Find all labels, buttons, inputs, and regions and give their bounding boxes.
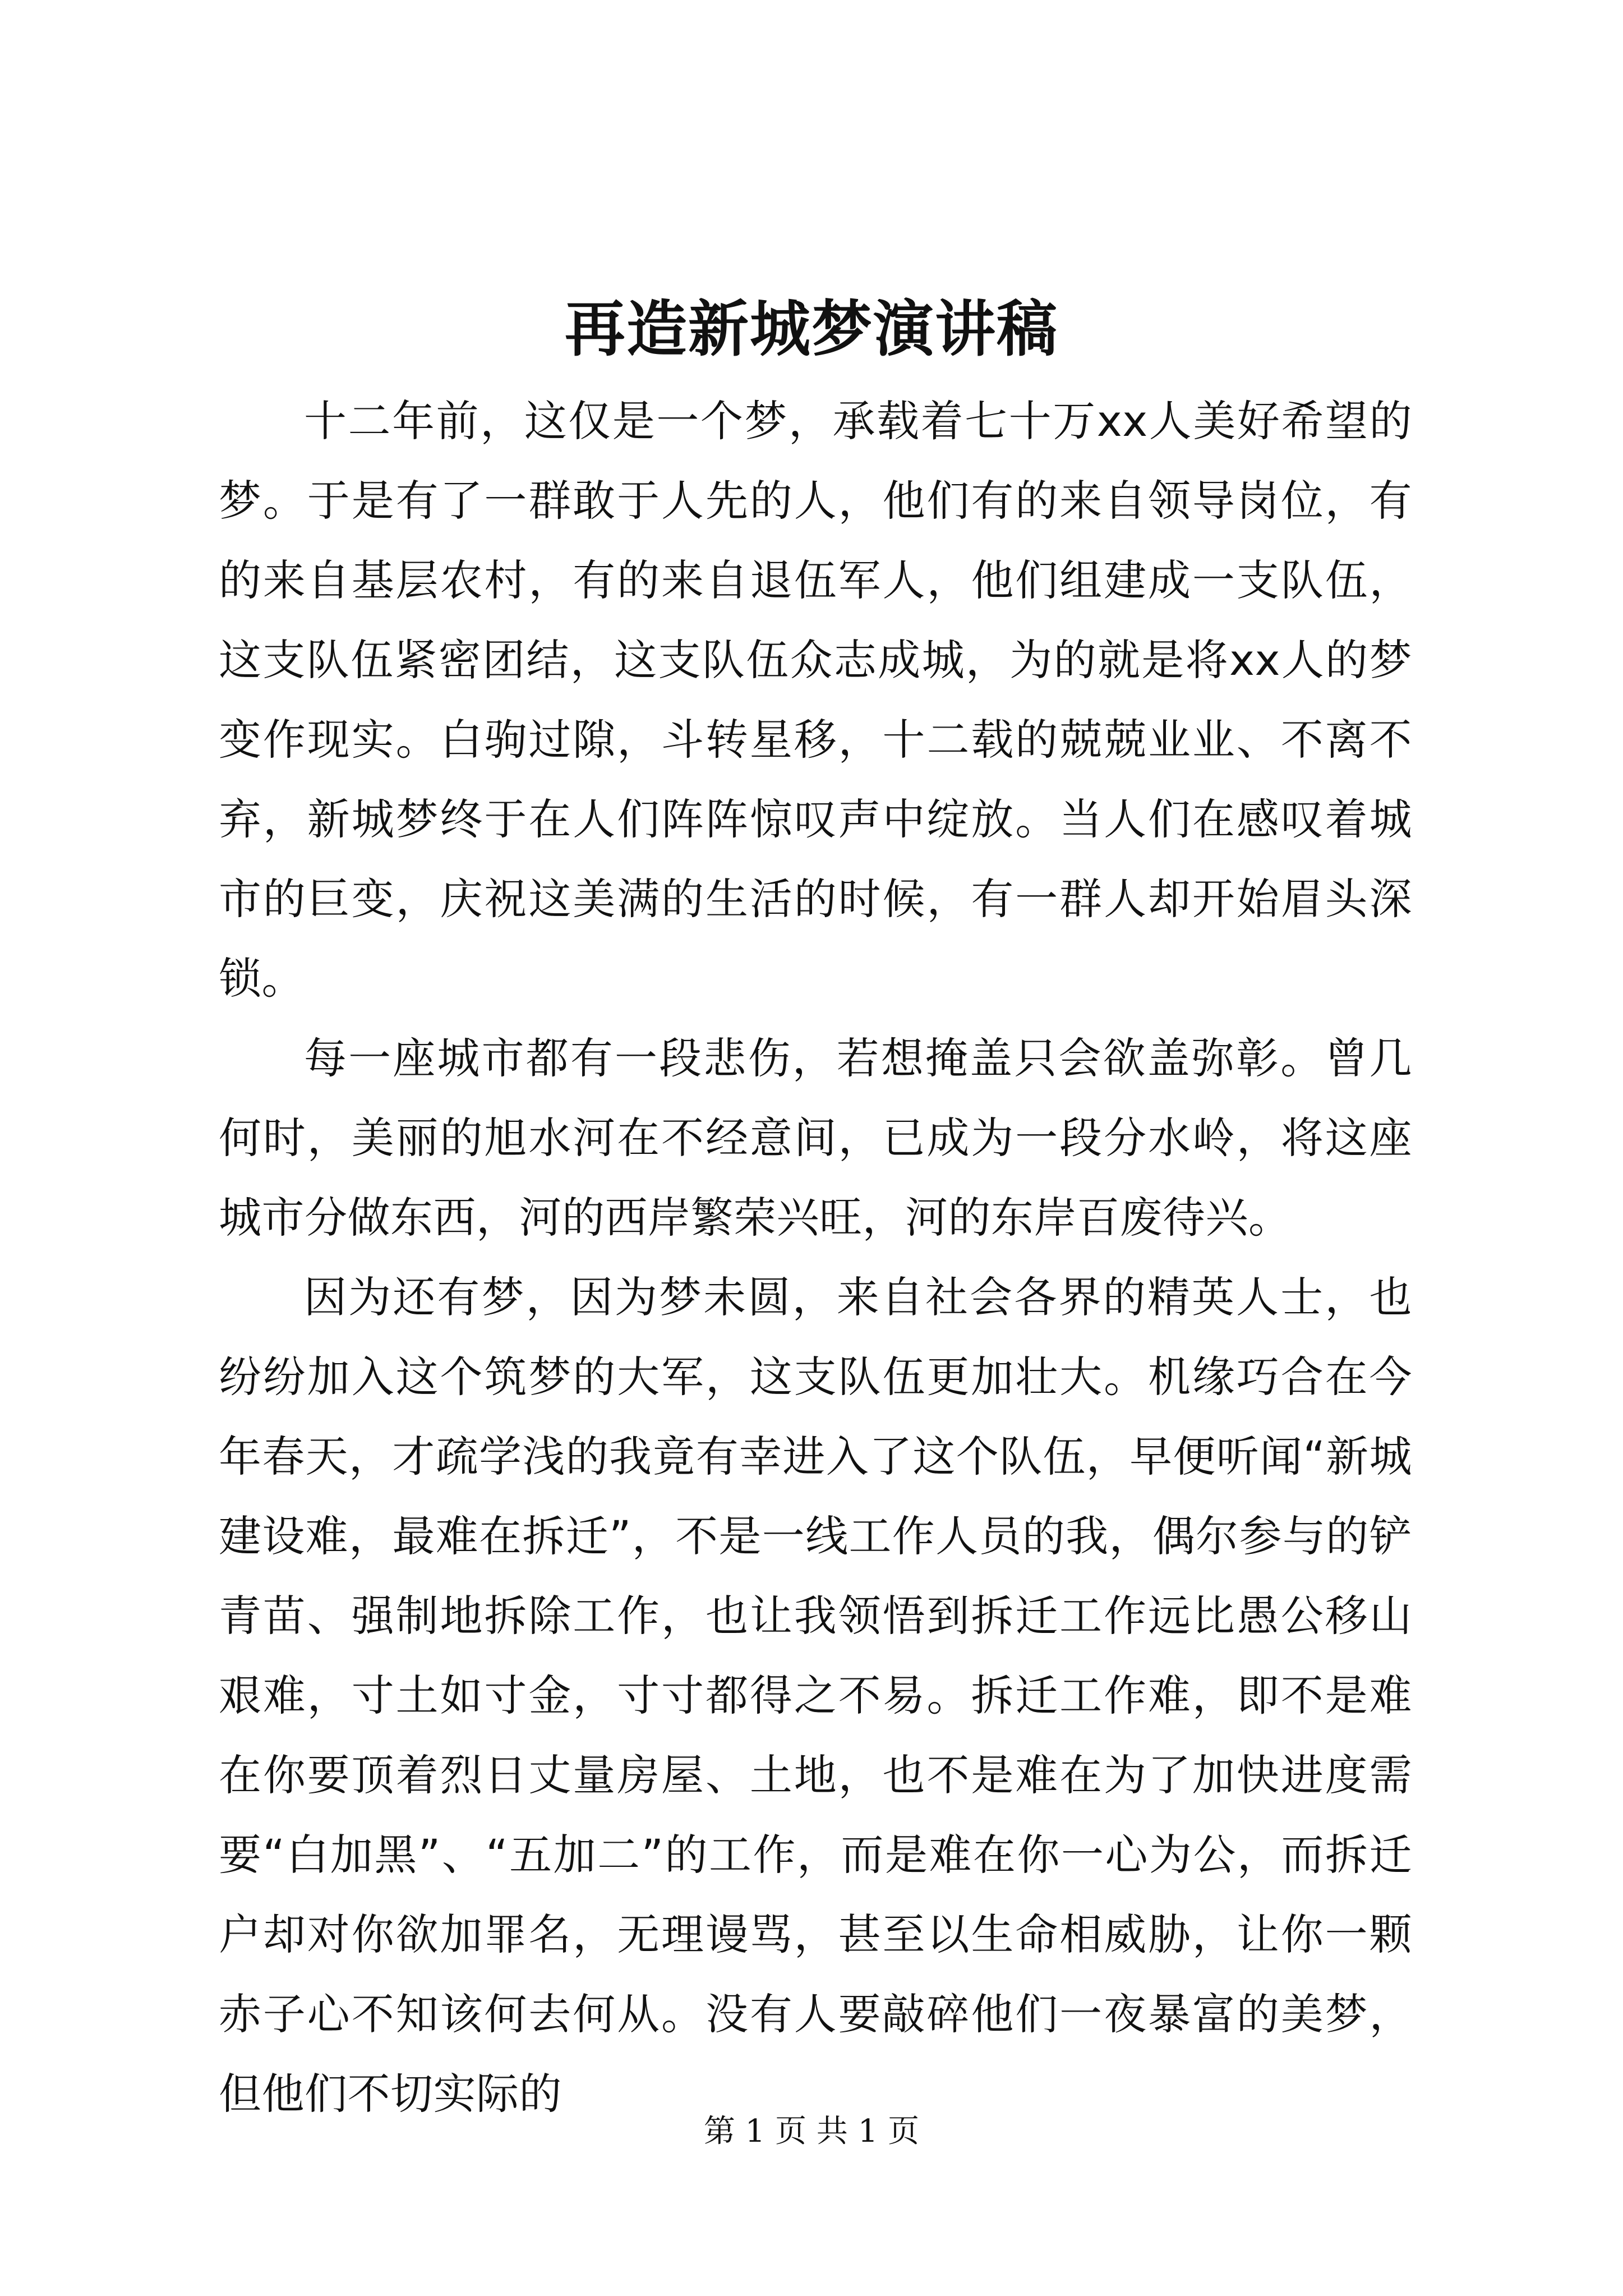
document-title: 再造新城梦演讲稿 — [564, 294, 1058, 365]
document-body — [219, 381, 1412, 2134]
paragraph-1: 十二年前，这仅是一个梦，承载着七十万xx人美好希望的梦。于是有了一群敢于人先的人，他们有的来自领导岗位，有的来自基层农村，有的来自退伍军人，他们组建成一支队伍，这支队伍紧密团结，这支队伍众志成城，为的就是将xx人的梦变作现实。白驹过隙，斗转星移，十二载的兢兢业业、不离不弃，新城梦终于在人们阵阵惊叹声中绽放。当人们在感叹着城市的巨变，庆祝这美满的生活的时候，有一群人却开始眉头深锁。 — [219, 396, 1412, 1004]
page-number-footer: 第 1 页 共 1 页 — [703, 2113, 920, 2150]
paragraph-2: 每一座城市都有一段悲伤，若想掩盖只会欲盖弥彰。曾几何时，美丽的旭水河在不经意间，已成为一段分水岭，将这座城市分做东西，河的西岸繁荣兴旺，河的东岸百废待兴。 — [219, 1033, 1412, 1243]
paragraph-3: 因为还有梦，因为梦未圆，来自社会各界的精英人士，也纷纷加入这个筑梦的大军，这支队伍更加壮大。机缘巧合在今年春天，才疏学浅的我竟有幸进入了这个队伍，早便听闻“新城建设难，最难在拆迁”，不是一线工作人员的我，偶尔参与的铲青苗、强制地拆除工作，也让我领悟到拆迁工作远比愚公移山艰难，寸土如寸金，寸寸都得之不易。拆迁工作难，即不是难在你要顶着烈日丈量房屋、土地，也不是难在为了加快进度需要“白加黑”、“五加二”的工作，而是难在你一心为公，而拆迁户却对你欲加罪名，无理谩骂，甚至以生命相威胁，让你一颗赤子心不知该何去何从。没有人要敲碎他们一夜暴富的美梦，但他们不切实际的 — [219, 1272, 1412, 2119]
